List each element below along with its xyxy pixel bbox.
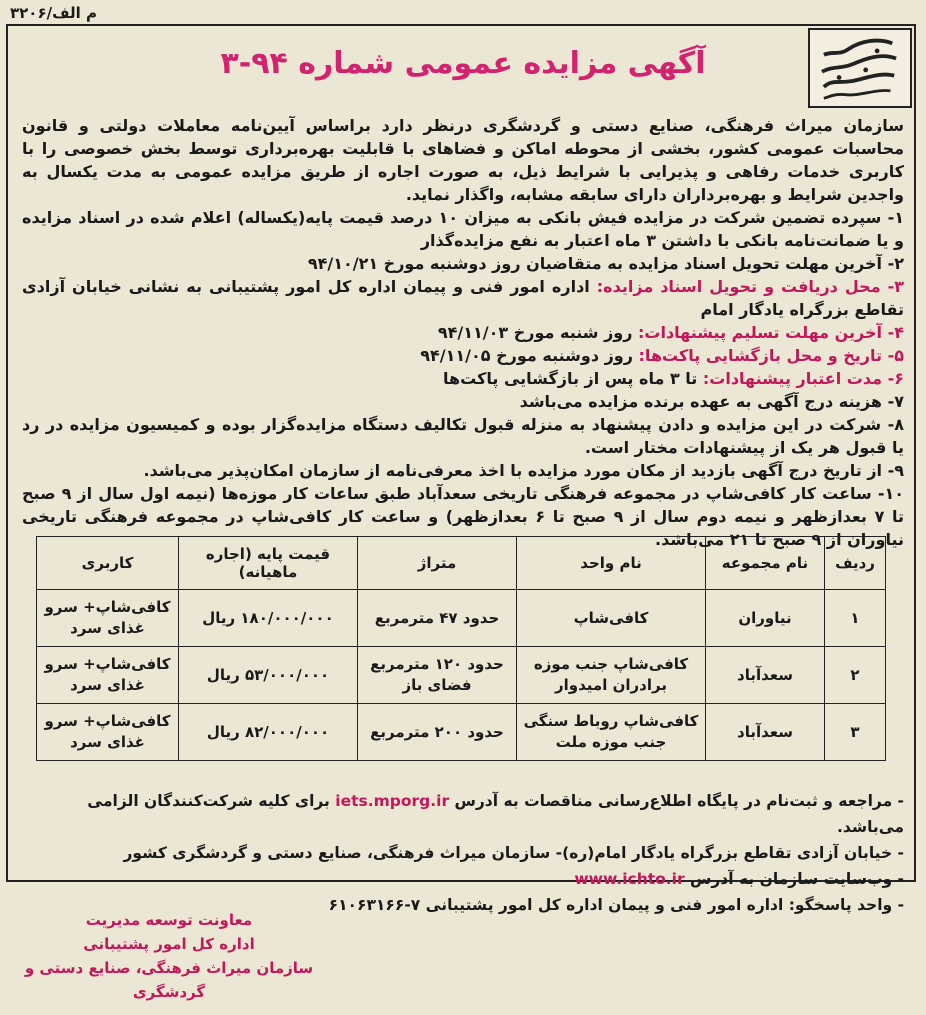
condition-item [22,206,904,252]
condition-item [22,367,904,390]
condition-text: ۱۰- ساعت کار کافی‌شاپ در مجموعه فرهنگی تاریخی سعدآباد طبق ساعات کار موزه‌ها (نیمه اول سال از ۹ صبح تا ۷ بعدازظهر و نیمه دوم سال از ۹ صبح تا ۶ بعدازظهر) و ساعت کار کافی‌شاپ در مجموعه فرهنگی تاریخی نیاوران از ۹ صبح تا ۲۱ می‌باشد. [22,484,905,549]
lots-table [36,536,886,761]
cell-area: حدود ۲۰۰ مترمربع [358,704,517,761]
note-address: - خیابان آزادی تقاطع بزرگراه یادگار امام(ره)- سازمان میراث فرهنگی، صنایع دستی و گردشگری کشور [123,844,904,862]
condition-label: ۵- تاریخ و محل بازگشایی پاکت‌ها: [638,346,904,365]
cell-base-price: ۵۳/۰۰۰/۰۰۰ ریال [179,647,358,704]
cell-area: حدود ۴۷ مترمربع [358,590,517,647]
condition-text: ۹- از تاریخ درج آگهی بازدید از مکان مورد مزایده با اخذ معرفی‌نامه از سازمان امکان‌پذیر می‌باشد. [143,461,904,480]
intro-paragraph: سازمان میراث فرهنگی، صنایع دستی و گردشگری درنظر دارد براساس آیین‌نامه معاملات دولتی و قانون محاسبات عمومی کشور، بخشی از محوطه اماکن و فضاهای با قابلیت بهره‌برداری توسط بخش خصوصی را با کاربری خدمات رفاهی و پذیرایی با شرایط ذیل، به صورت اجاره از طریق مزایده عمومی به مدت یکسال به واجدین شرایط و بهره‌برداران دارای سابقه مشابه، واگذار نماید. [22,116,904,204]
condition-label: ۳- محل دریافت و تحویل اسناد مزایده: [596,277,905,296]
notice-title: آگهی مزایده عمومی شماره ۹۴-۳ [220,46,706,81]
notice-body [22,114,904,551]
cell-usage: کافی‌شاپ+ سرو غذای سرد [37,590,179,647]
note-registration [22,788,904,840]
signature-line: معاونت توسعه مدیریت [85,911,253,929]
condition-label: ۴- آخرین مهلت تسلیم پیشنهادات: [638,323,904,342]
condition-item [22,390,904,413]
signature-block [24,908,314,1004]
table-row [37,590,886,647]
cell-base-price: ۸۲/۰۰۰/۰۰۰ ریال [179,704,358,761]
condition-item [22,413,904,459]
header-complex-name: نام مجموعه [706,537,825,590]
cell-complex-name: سعدآباد [706,704,825,761]
website-link[interactable]: www.ichto.ir [574,870,685,888]
note-text: برای کلیه شرکت‌کنندگان الزامی می‌باشد. [87,792,904,836]
note-text: - وب‌سایت سازمان به آدرس [684,870,904,888]
header-row-number: ردیف [825,537,886,590]
condition-label: ۶- مدت اعتبار پیشنهادات: [702,369,904,388]
condition-text: تا ۳ ماه پس از بازگشایی پاکت‌ها [443,369,703,388]
condition-item [22,459,904,482]
signature-line: سازمان میراث فرهنگی، صنایع دستی و گردشگری [24,959,314,1001]
condition-text: روز شنبه مورخ ۹۴/۱۱/۰۳ [437,323,638,342]
cell-complex-name: سعدآباد [706,647,825,704]
organization-logo-icon [808,28,912,108]
signature-line: اداره کل امور پشتیبانی [83,935,255,953]
condition-text: اداره امور فنی و پیمان اداره کل امور پشتیبانی به نشانی خیابان آزادی تقاطع بزرگراه یادگار امام [22,277,904,319]
table-row [37,647,886,704]
note-contact: - واحد پاسخگو: اداره امور فنی و پیمان اداره کل امور پشتیبانی ۷-۶۱۰۶۳۱۶۶ [328,896,904,914]
organization-logo-graphic [810,30,910,106]
notes-section [22,788,904,918]
cell-unit-name: کافی‌شاپ جنب موزه برادران امیدوار [517,647,706,704]
table-header-row [37,537,886,590]
cell-usage: کافی‌شاپ+ سرو غذای سرد [37,704,179,761]
cell-usage: کافی‌شاپ+ سرو غذای سرد [37,647,179,704]
note-text: - مراجعه و ثبت‌نام در پایگاه اطلاع‌رسانی مناقصات به آدرس [449,792,904,810]
condition-item [22,321,904,344]
cell-base-price: ۱۸۰/۰۰۰/۰۰۰ ریال [179,590,358,647]
header-unit-name: نام واحد [517,537,706,590]
condition-item [22,275,904,321]
table-row [37,704,886,761]
cell-unit-name: کافی‌شاپ روباط سنگی جنب موزه ملت [517,704,706,761]
header-area: متراژ [358,537,517,590]
note-website [22,866,904,892]
cell-area: حدود ۱۲۰ مترمربع فضای باز [358,647,517,704]
cell-row-number: ۱ [825,590,886,647]
cell-complex-name: نیاوران [706,590,825,647]
condition-item [22,344,904,367]
tender-portal-link[interactable]: iets.mporg.ir [335,792,450,810]
header-usage: کاربری [37,537,179,590]
condition-text: روز دوشنبه مورخ ۹۴/۱۱/۰۵ [420,346,639,365]
condition-text: ۷- هزینه درج آگهی به عهده برنده مزایده می‌باشد [519,392,904,411]
condition-item [22,252,904,275]
condition-text: ۱- سپرده تضمین شرکت در مزایده فیش بانکی به میزان ۱۰ درصد قیمت پایه(یکساله) اعلام شده در اسناد مزایده و یا ضمانت‌نامه بانکی با داشتن ۳ ماه اعتبار به نفع مزایده‌گذار [22,208,904,250]
reference-code: م الف/۳۲۰۶ [10,4,97,22]
cell-row-number: ۲ [825,647,886,704]
condition-text: ۸- شرکت در این مزایده و دادن پیشنهاد به منزله قبول تکالیف دستگاه مزایده‌گزار بوده و کمیسیون مزایده در رد یا قبول هر یک از پیشنهادات مختار است. [22,415,904,457]
cell-unit-name: کافی‌شاپ [517,590,706,647]
cell-row-number: ۳ [825,704,886,761]
header-base-price: قیمت پایه (اجاره ماهیانه) [179,537,358,590]
condition-text: ۲- آخرین مهلت تحویل اسناد مزایده به متقاضیان روز دوشنبه مورخ ۹۴/۱۰/۲۱ [307,254,904,273]
